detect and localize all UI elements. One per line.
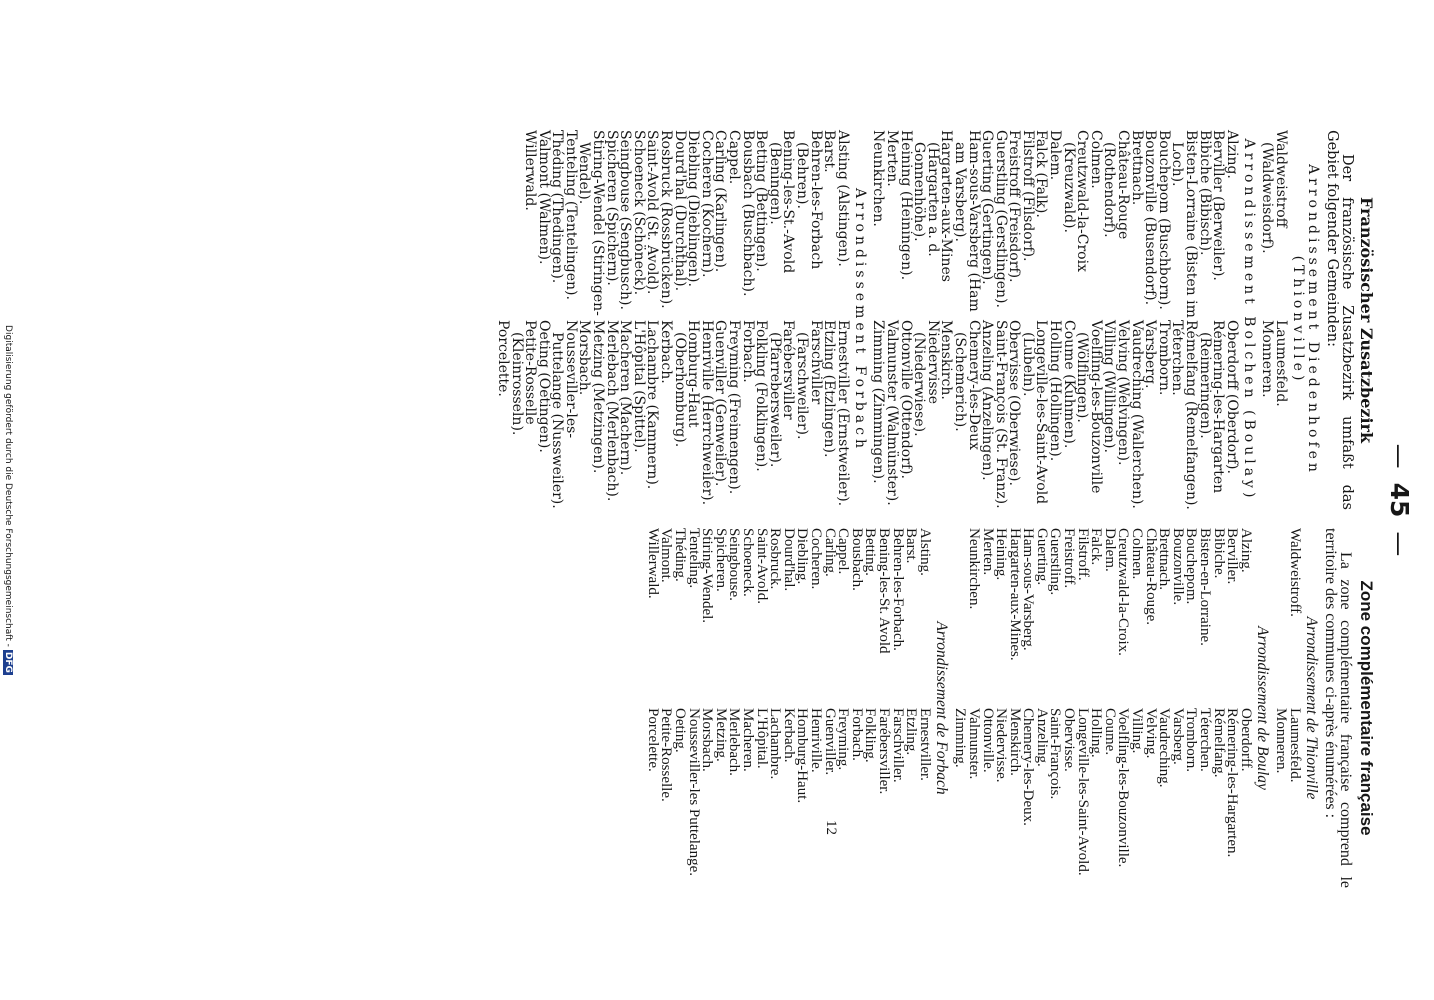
commune-name: Saint-Avold. [753,528,770,604]
commune-name: Macheren. [740,708,757,772]
commune-name: Château-Rouge. [1142,528,1159,626]
commune-name: Cocheren. [808,528,824,590]
commune-name: Cocheren (Kochern). [698,130,715,278]
commune-name: Bousbach. [848,528,865,591]
arrondissement-heading: Arrondissement Bolchen (Boulay) [1240,138,1257,502]
commune-name: Morsbach. [699,708,716,772]
commune-name: Niedervisse (Niederwiese). [911,320,941,437]
commune-name: Oberdorff. [1237,708,1254,772]
commune-name: Carling. [821,528,838,577]
commune-name: Coume (Kuhmen). [1060,320,1077,449]
page-number-dash-right: — [1385,531,1414,557]
commune-list-right [953,708,1252,888]
commune-name: Forbach. [848,708,865,761]
commune-name: Vaudreching (Wallerchen). [1128,320,1145,509]
commune-name: Bouzonville (Busendorf). [1142,130,1159,306]
commune-name: Bisten-Lorraine (Bisten im Loch). [1169,130,1200,318]
french-sections [645,528,1319,888]
commune-name: Behren-les-Forbach. [889,528,906,651]
commune-name: Folkling. [862,708,879,763]
commune-name: Porcelette. [644,708,661,772]
commune-name: Téterchen. [1197,708,1214,772]
commune-list [1274,528,1301,888]
commune-list [953,528,1252,888]
german-title: Französischer Zusatzbezirk [1357,196,1376,444]
commune-name: Laumesfeld. [1287,708,1303,783]
commune-name: Oeting (Oetingen). [535,320,552,453]
commune-name: Bibiche (Bibisch). [1196,130,1213,256]
commune-name: Freyming. [835,708,852,771]
commune-name: Monneren. [1273,708,1290,774]
commune-name: Filstroff (Filsdorf). [1019,130,1036,262]
commune-name: Barst. [903,528,920,564]
commune-list-right [1260,320,1287,510]
commune-name: Homburg-Haut (Oberhomburg). [671,320,702,448]
french-column [645,528,1376,888]
commune-name: Rosbruck (Rossbrücken). [658,130,675,309]
commune-name: Falck (Falk). [1033,130,1050,218]
commune-name: Macheren (Machern). [617,320,634,476]
commune-name: Théding (Thedingen). [549,130,566,284]
commune-name: Neunkirchen. [965,528,982,610]
commune-list-right [494,320,851,510]
commune-name: Forbach. [739,320,756,383]
commune-name: Colmen. [1087,130,1104,189]
commune-name: Obervisse. [1061,708,1078,772]
commune-name: Guerting. [1033,528,1050,586]
commune-name: Cappel. [726,130,743,185]
commune-name: Tromborn. [1183,708,1200,773]
commune-name: Kerbach. [658,320,675,384]
commune-name: Behren-les-Forbach (Behren). [794,130,824,270]
commune-name: Henriville. [808,708,824,773]
commune-name: Nousseviller-les Puttelange. [685,708,702,876]
commune-name: Varsberg. [1169,708,1186,765]
commune-name: Kerbach. [780,708,797,763]
commune-name: Rémering-les-Hargarten. [1224,708,1241,858]
commune-name: Bouchepom. [1183,528,1200,605]
commune-name: Lachambre. [767,708,784,780]
commune-name: Hargarten-aux-Mines. [1006,528,1023,661]
commune-name: Falck. [1088,528,1105,566]
commune-list [494,130,851,510]
commune-name: Freyming (Freimengen). [726,320,743,495]
commune-name: Guerting (Gertingen). [979,130,996,285]
commune-name: Carling (Karlingen). [712,130,729,273]
commune-name: Ottonville (Ottendorf). [897,320,914,479]
credit-text: Digitalisierung gefördert durch die Deutsche Forschungsgemeinschaft - [3,325,13,647]
commune-name: Farébersviller (Pfarrebersweiler). [766,320,797,468]
commune-name: Berviller. [1224,528,1241,585]
commune-name: Valmont. [658,528,675,583]
commune-name: Berviller (Berweiler). [1210,130,1227,281]
commune-name: Freistroff (Freisdorf). [1006,130,1023,283]
commune-name: Chemery-les-Deux (Schemerich). [951,320,982,451]
page-number [1385,0,1414,1000]
commune-name: Dalem. [1047,130,1064,181]
commune-name: Ernestviller. [916,708,933,781]
arrondissement-heading: Arrondissement de Forbach [932,621,950,795]
commune-name: Waldweistroff (Waldweisdorf). [1259,130,1289,254]
commune-name: Henriville (Herrchweiler). [698,320,715,506]
commune-name: Bouzonville. [1169,528,1186,606]
commune-name: Neunkirchen. [870,130,887,227]
commune-name: Voelfling-les-Bouzonville. [1115,708,1132,868]
commune-name: Monneren. [1259,320,1276,398]
commune-name: Velving. [1142,708,1159,759]
commune-name: Tenteling. [685,528,702,589]
commune-name: Brettnach. [1156,528,1173,591]
commune-name: Seingbouse (Sengbusch). [617,130,634,310]
commune-name: Oeting. [672,708,689,753]
commune-name: Freistroff. [1061,528,1078,589]
commune-name: Diebling. [794,528,811,585]
commune-name: L'Hôpital (Spittel). [630,320,647,453]
commune-name: Valmont (Walmen). [535,130,552,265]
commune-name: Colmen. [1129,528,1146,580]
commune-name: Morsbach. [576,320,593,396]
commune-name: Ham-sous-Varsberg. [1020,528,1037,651]
commune-name: Bening-les-St.-Avold (Beningen). [766,130,797,274]
commune-name: Menskirch. [1006,708,1023,776]
commune-name: Farébersviller. [875,708,892,795]
commune-name: Diebling (Dieblingen). [685,130,702,287]
page-number-dash-left: — [1385,443,1414,469]
commune-name: Saint-Avold (St. Avold). [644,130,661,295]
commune-list-left [1260,130,1287,320]
commune-name: Merten. [883,130,900,187]
commune-name: Creutzwald-la-Croix. [1115,528,1132,656]
commune-name: Homburg-Haut. [794,708,811,804]
commune-list-left [644,528,933,708]
commune-name: Petite-Rosselle. [658,708,675,802]
commune-name: Willerwald. [644,528,661,599]
commune-name: Heining (Heiningen). [897,130,914,281]
commune-name: Château-Rouge (Rothendorf). [1101,130,1132,240]
commune-name: Metzing (Metzingen). [590,320,607,474]
commune-name: Cappel. [835,528,852,575]
page-number-value: 45 [1385,482,1414,518]
commune-name: Merten. [979,528,996,576]
commune-name: Anzeling (Anzelingen). [979,320,996,481]
commune-name: Brettnach. [1128,130,1145,206]
arrondissement-heading: Arrondissement de Boulay [1253,626,1271,790]
commune-name: Schoeneck (Schöneck). [630,130,647,296]
digitization-credit [3,0,13,1000]
commune-name: Bouchepom (Buschborn). [1155,130,1172,310]
commune-name: Bousbach (Buschbach). [739,130,756,297]
commune-name: Zimming (Zimmingen). [870,320,887,484]
commune-name: Seingbouse. [726,528,743,601]
commune-name: Merlebach (Merlenbach). [603,320,620,502]
commune-list-left [953,528,1252,708]
german-intro: Der französische Zusatzbezirk umfaßt das Gebiet folgender Gemeinden: [1324,130,1355,510]
commune-name: Nousseviller-les-Puttelange (Nussweiler). [549,320,579,509]
commune-name: Filstroff. [1074,528,1091,581]
commune-name: Schoeneck. [740,528,757,597]
commune-name: Théding. [672,528,689,582]
commune-name: Oberdorff (Oberdorf). [1223,320,1240,474]
commune-name: Velving (Welvingen). [1115,320,1132,466]
commune-name: Niedervisse. [993,708,1010,783]
commune-name: Betting. [862,528,879,576]
commune-name: Obervisse (Oberwiese). [1006,320,1023,486]
commune-name: Rémelfang (Remelfangen). [1183,320,1200,510]
commune-name: Coume. [1101,708,1118,756]
french-title: Zone complémentaire française [1357,580,1376,836]
commune-name: Longeville-les-Saint-Avold. [1074,708,1091,876]
commune-name: Farschviller. [889,708,906,783]
commune-name: Longeville-les-Saint-Avold (Lubeln). [1019,320,1050,505]
commune-name: Stiring-Wendel. [699,528,716,624]
commune-name: Hargarten-aux-Mines (Hargarten a. d. Gonnenhöhe). [911,130,955,282]
commune-name: Betting (Bettingen). [753,130,770,272]
commune-name: Stiring-Wendel (Stiringen-Wendel). [576,130,607,316]
commune-name: Chemery-les-Deux. [1020,708,1037,826]
commune-list-left [495,130,851,320]
commune-name: Willerwald. [522,130,539,211]
commune-name: Ernestviller (Ernstweiler). [834,320,851,507]
commune-list [871,130,1238,510]
commune-name: Guerstling (Gerstlingen). [992,130,1009,308]
commune-name: Dalem. [1101,528,1118,572]
commune-name: Etzling (Etzlingen). [821,320,838,458]
commune-name: Farschviller (Farschweiler). [794,320,824,440]
commune-list [644,528,933,888]
commune-name: Alsting (Alstingen). [834,130,851,267]
commune-name: Valmunster (Walmünster). [883,320,900,506]
commune-name: Heining. [993,528,1010,581]
commune-name: Alzing. [1223,130,1240,179]
commune-name: Etzling. [903,708,920,756]
commune-name: Voelfling-les-Bouzonville (Wölflingen). [1074,320,1104,494]
commune-name: Porcelette. [494,320,511,397]
commune-name: Metzing. [712,708,729,762]
commune-name: Petite-Rosselle (Kleinrosseln). [508,320,539,436]
commune-name: Dourd'hal (Durchthal). [671,130,688,292]
commune-name: Spicheren. [712,528,729,592]
commune-name: Ham-sous-Varsberg (Ham am Varsberg). [951,130,982,312]
commune-name: Barst. [821,130,838,173]
commune-name: Rémering-les-Hargarten (Reimeringen). [1196,320,1227,494]
commune-name: Vaudreching. [1156,708,1173,788]
commune-name: Lachambre (Kammern). [644,320,661,490]
commune-name: Dourd'hal. [780,528,797,592]
commune-name: Zimming. [952,708,969,768]
commune-name: Waldweistroff. [1287,528,1303,617]
commune-name: Ottonville. [979,708,996,773]
commune-name: Tromborn. [1155,320,1172,396]
commune-name: Saint-François. [1047,708,1064,800]
commune-name: Varsberg. [1142,320,1159,389]
arrondissement-heading: Arrondissement de Thionville [1303,616,1320,800]
commune-name: Merlebach. [726,708,743,776]
commune-list-left [1274,528,1301,708]
commune-name: Anzeling. [1033,708,1050,767]
commune-name: Creutzwald-la-Croix (Kreuzwald). [1060,130,1091,272]
commune-name: Menskirch. [938,320,955,400]
arrondissement-heading: Arrondissement Diedenhofen (Thionville) [1290,164,1321,476]
commune-name: Villing (Willingen). [1101,320,1118,453]
commune-list-right [1274,708,1301,888]
arrondissement-heading: Arrondissement Forbach [851,188,868,452]
commune-name: Tenteling (Tentelingen). [562,130,579,300]
commune-name: Bibiche. [1210,528,1227,579]
commune-name: Holling. [1088,708,1105,758]
commune-list-left [871,130,1238,320]
commune-list [1260,130,1287,510]
commune-list-right [644,708,933,888]
german-sections [495,130,1320,510]
commune-name: Villing. [1129,708,1146,754]
commune-name: L'Hôpital. [753,708,770,769]
commune-name: Laumesfeld. [1273,320,1289,407]
commune-name: Rémelfang. [1210,708,1227,778]
dfg-logo: DFG [3,651,13,673]
commune-name: Guerstling. [1047,528,1064,596]
commune-name: Holling (Hollingen). [1047,320,1064,462]
commune-name: Spicheren (Spichern). [603,130,620,286]
signature-mark: 12 [823,820,839,835]
commune-list-right [871,320,1238,510]
commune-name: Guenviller (Genweiler). [712,320,729,487]
commune-name: Alzing. [1237,528,1254,573]
commune-name: Alsting. [916,528,933,576]
commune-name: Saint-François (St. Franz). [992,320,1009,509]
commune-name: Rosbruck. [767,528,784,590]
commune-name: Téterchen. [1169,320,1186,396]
commune-name: Bening-les-St. Avold [875,528,892,654]
french-intro: La zone complémentaire française comprend le territoire des communes ci-après énumérées : [1322,528,1354,888]
commune-name: Guenviller. [821,708,838,776]
german-column [495,130,1376,510]
commune-name: Folkling (Folklingen). [753,320,770,472]
commune-name: Bisten-en-Lorraine. [1197,528,1214,646]
commune-name: Valmunster. [965,708,982,780]
